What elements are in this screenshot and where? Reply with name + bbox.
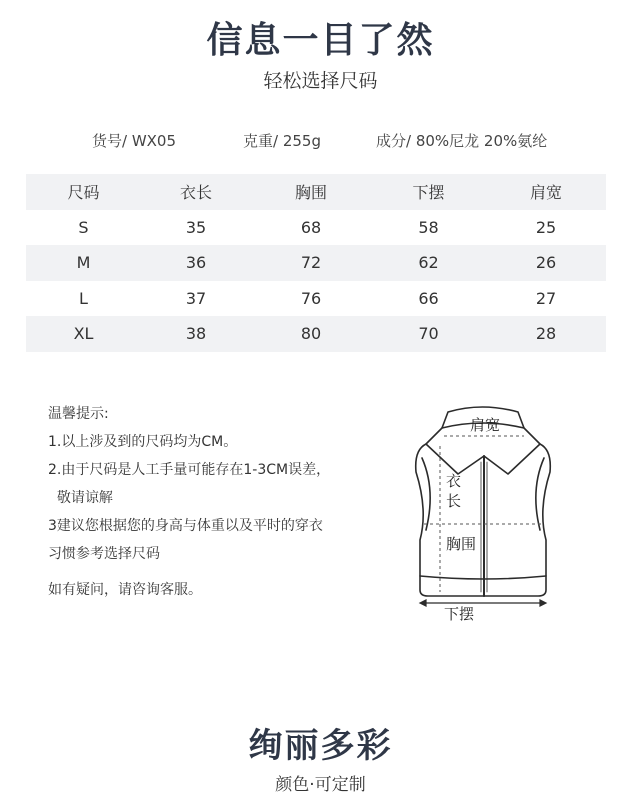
column-header: 衣长: [179, 183, 212, 203]
label-length-2: 长: [446, 492, 462, 510]
column-header: 下摆: [412, 183, 445, 203]
table-cell: 36: [185, 253, 207, 273]
fabric-composition: 成分/ 80%尼龙 20%氨纶: [376, 132, 548, 150]
column-header: 尺码: [67, 183, 100, 203]
table-cell: M: [76, 253, 91, 273]
table-cell: 62: [418, 253, 439, 273]
table-cell: 28: [535, 324, 557, 344]
table-cell: 70: [418, 324, 439, 344]
fabric-weight: 克重/ 255g: [243, 132, 321, 150]
table-header-row: [26, 174, 606, 210]
table-cell: S: [78, 217, 89, 237]
item-number: 货号/ WX05: [92, 132, 177, 150]
table-cell: 80: [300, 324, 322, 344]
label-length-1: 衣: [446, 472, 462, 490]
table-cell: 38: [185, 324, 207, 344]
table-cell: 76: [300, 288, 322, 308]
table-cell: L: [79, 288, 88, 308]
tip-2-continued: 敬请谅解: [48, 490, 113, 506]
column-header: 肩宽: [529, 183, 562, 203]
diagram-labels: [444, 416, 500, 623]
table-cell: 66: [418, 288, 439, 308]
table-row: [26, 281, 606, 317]
vest-measurement-diagram: [400, 400, 565, 630]
size-tips: [48, 400, 330, 604]
vest-outline: [416, 407, 551, 596]
table-cell: 72: [300, 253, 322, 273]
table-cell: 27: [535, 288, 557, 308]
label-chest: 胸围: [446, 535, 477, 553]
column-header: 胸围: [294, 183, 327, 203]
section-title: 绚丽多彩: [248, 726, 393, 766]
tips-heading: 温馨提示:: [48, 406, 109, 422]
section-subtitle: 颜色·可定制: [275, 775, 366, 795]
table-cell: 37: [185, 288, 207, 308]
table-cell: 58: [418, 217, 439, 237]
page-subtitle: 轻松选择尺码: [263, 70, 378, 92]
table-cell: 68: [300, 217, 322, 237]
tip-3-continued: 习惯参考选择尺码: [48, 546, 160, 562]
contact-note: 如有疑问，请咨询客服。: [48, 582, 202, 598]
table-cell: 35: [185, 217, 207, 237]
tip-2: 2.由于尺码是人工手量可能存在1-3CM误差，: [48, 462, 331, 478]
table-row: [26, 316, 606, 352]
tip-3: 3建议您根据您的身高与体重以及平时的穿衣: [48, 518, 323, 534]
page-title: 信息一目了然: [206, 20, 435, 61]
label-shoulder: 肩宽: [470, 416, 501, 434]
table-cell: 25: [535, 217, 557, 237]
table-row: [26, 245, 606, 281]
table-cell: 26: [535, 253, 557, 273]
size-table: [26, 174, 606, 352]
tip-1: 1.以上涉及到的尺码均为CM。: [48, 434, 238, 450]
label-hem: 下摆: [444, 605, 475, 623]
table-row: [26, 210, 606, 246]
table-cell: XL: [73, 324, 94, 344]
hem-measure-arrow: [420, 600, 546, 606]
